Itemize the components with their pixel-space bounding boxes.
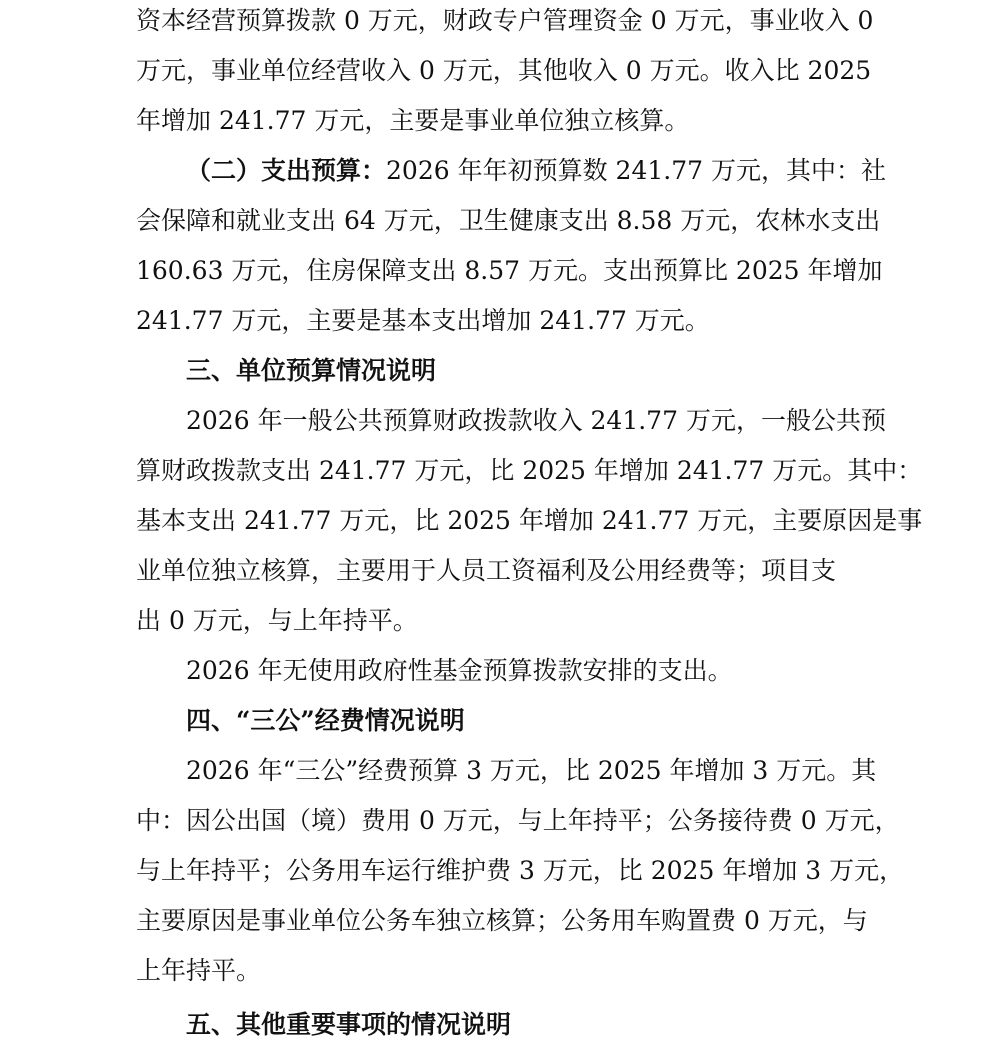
paragraph-line: [136, 596, 418, 646]
line-text: 年增加 241.77 万元，主要是事业单位独立核算。: [136, 106, 690, 135]
line-text: 与上年持平；公务用车运行维护费 3 万元，比 2025 年增加 3 万元，: [136, 856, 905, 885]
paragraph-line: [136, 0, 880, 46]
heading-text: 五、其他重要事项的情况说明: [186, 1010, 512, 1039]
line-text: 中：因公出国（境）费用 0 万元，与上年持平；公务接待费 0 万元，: [136, 806, 900, 835]
line-text: 算财政拨款支出 241.77 万元，比 2025 年增加 241.77 万元。其中：: [136, 456, 923, 485]
line-text: 基本支出 241.77 万元，比 2025 年增加 241.77 万元，主要原因是事: [136, 506, 923, 535]
line-text: 2026 年“三公”经费预算 3 万元，比 2025 年增加 3 万元。其: [186, 756, 877, 785]
line-text: 上年持平。: [136, 956, 262, 985]
line-text: 万元，事业单位经营收入 0 万元，其他收入 0 万元。收入比 2025: [136, 56, 872, 85]
paragraph-line: [136, 246, 883, 296]
section-heading: [186, 696, 465, 746]
paragraph-line: [136, 96, 689, 146]
heading-text: 四、“三公”经费情况说明: [186, 706, 465, 735]
paragraph-line: [136, 946, 261, 996]
paragraph-line: [136, 46, 880, 96]
line-text: 2026 年无使用政府性基金预算拨款安排的支出。: [186, 656, 733, 685]
line-text: 资本经营预算拨款 0 万元，财政专户管理资金 0 万元，事业收入 0: [136, 6, 874, 35]
line-text: 2026 年年初预算数 241.77 万元，其中：社: [386, 156, 886, 185]
paragraph-line: [136, 296, 710, 346]
paragraph-line: [186, 646, 733, 696]
paragraph-line: [136, 896, 880, 946]
paragraph-line: [186, 146, 886, 196]
line-text: 2026 年一般公共预算财政拨款收入 241.77 万元，一般公共预: [186, 406, 886, 435]
line-text: 160.63 万元，住房保障支出 8.57 万元。支出预算比 2025 年增加: [136, 256, 883, 285]
paragraph-line: [136, 446, 923, 496]
paragraph-line: [136, 496, 923, 546]
paragraph-line: [186, 396, 886, 446]
section-subheading: （二）支出预算：: [186, 156, 387, 185]
line-text: 出 0 万元，与上年持平。: [136, 606, 418, 635]
line-text: 业单位独立核算，主要用于人员工资福利及公用经费等；项目支: [136, 556, 837, 585]
paragraph-line: [136, 846, 905, 896]
paragraph-line: [136, 796, 900, 846]
line-text: 241.77 万元，主要是基本支出增加 241.77 万元。: [136, 306, 710, 335]
heading-text: 三、单位预算情况说明: [186, 356, 437, 385]
line-text: 会保障和就业支出 64 万元，卫生健康支出 8.58 万元，农林水支出: [136, 206, 881, 235]
paragraph-line: [186, 746, 880, 796]
paragraph-line: [136, 546, 880, 596]
line-text: 主要原因是事业单位公务车独立核算；公务用车购置费 0 万元，与: [136, 906, 868, 935]
section-heading: [186, 346, 436, 396]
paragraph-line: [136, 196, 880, 246]
